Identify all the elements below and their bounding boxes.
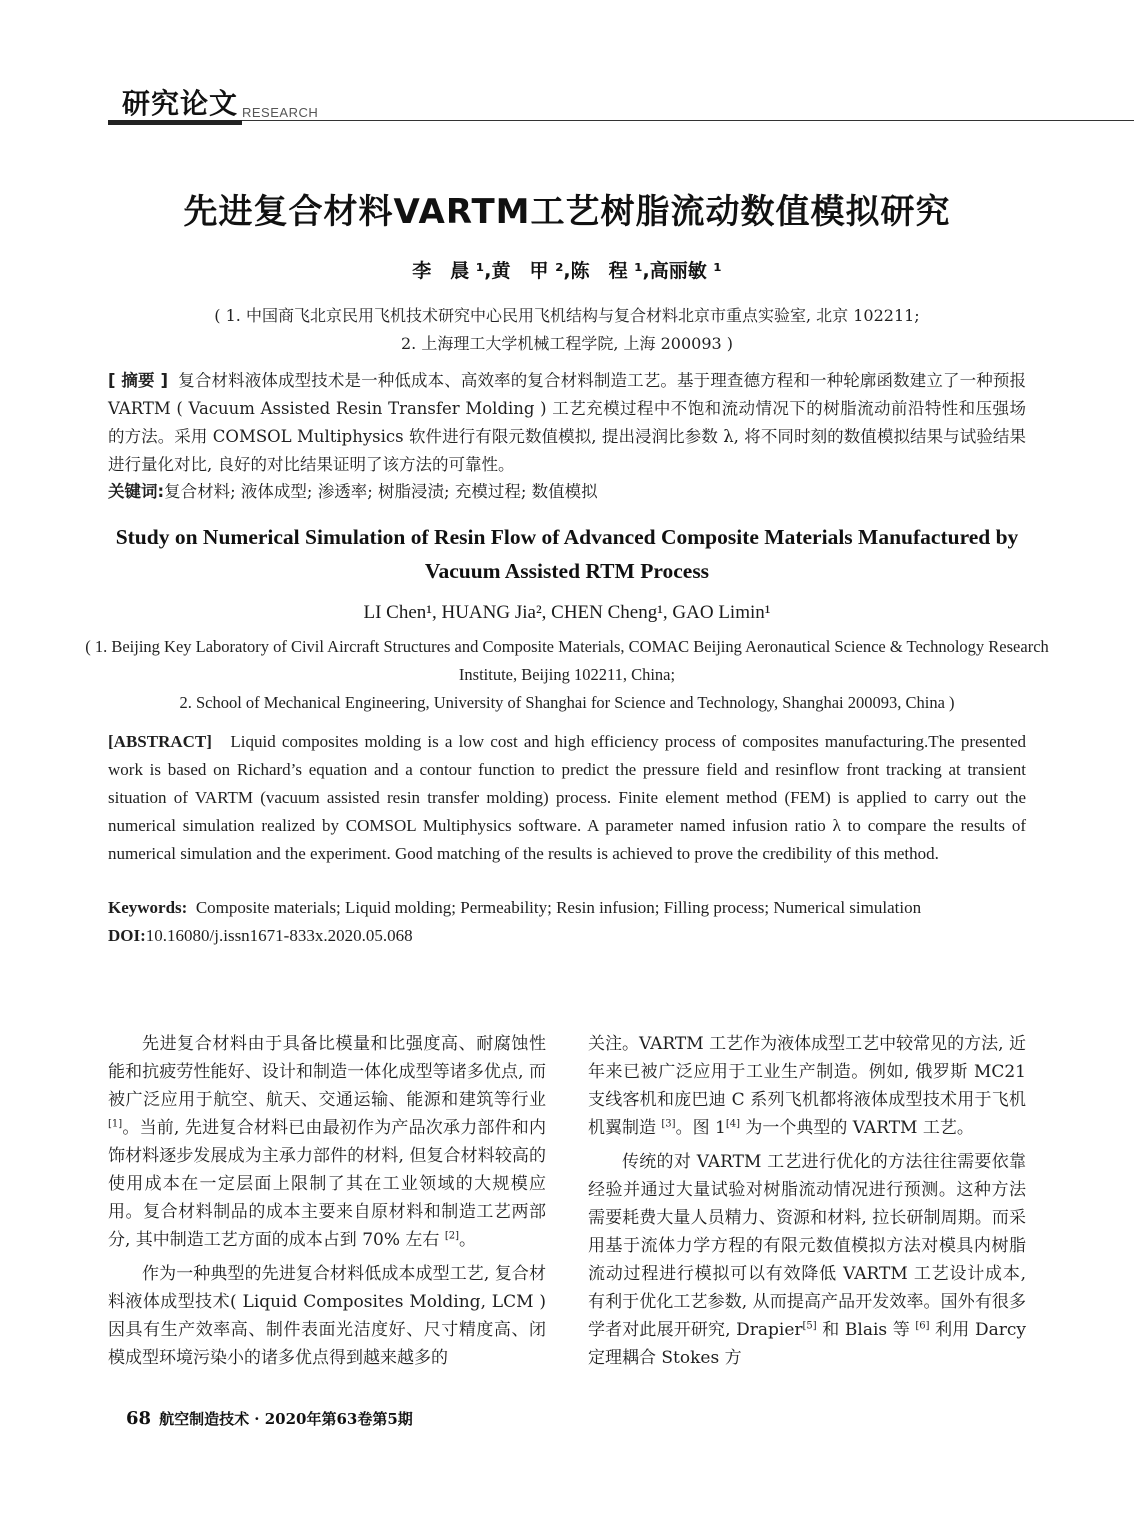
section-label-cn: 研究论文 [122, 87, 239, 120]
abstract-en [108, 728, 1026, 868]
section-header [108, 82, 1134, 126]
paper-title-cn: 先进复合材料VARTM工艺树脂流动数值模拟研究 [183, 192, 951, 232]
body-text: 先进复合材料由于具备比模量和比强度高、耐腐蚀性能和抗疲劳性能好、设计和制造一体化成型等诸多优点, 而被广泛应用于航空、航天、交通运输、能源和建筑等行业 [108, 1034, 546, 1110]
page-footer [126, 1408, 413, 1429]
section-rule [242, 120, 1134, 121]
page-number: 68 [126, 1408, 152, 1429]
affiliation-en-1: ( 1. Beijing Key Laboratory of Civil Aircraft Structures and Composite Materials, COMAC Beijing Aeronautical Science & Technology Research Institute, Beijing 102211, China; [85, 637, 1049, 684]
abstract-en-label: [ABSTRACT] [108, 732, 212, 751]
body-text: 。 [458, 1230, 476, 1250]
section-label-en: RESEARCH [242, 105, 319, 120]
body-column-left [108, 1030, 546, 1372]
body-text: 作为一种典型的先进复合材料低成本成型工艺, 复合材料液体成型技术( Liquid Composites Molding, LCM ) 因具有生产效率高、制件表面光洁度好、尺寸精度高、闭模成型环境污染小的诸多优点得到越来越多的 [108, 1264, 546, 1368]
body-text: 为一个典型的 VARTM 工艺。 [739, 1118, 974, 1138]
citation-ref[interactable]: [2] [444, 1230, 459, 1242]
keywords-cn-label: 关键词: [108, 482, 165, 501]
body-text: 和 Blais 等 [816, 1320, 916, 1340]
keywords-en-text: Composite materials; Liquid molding; Permeability; Resin infusion; Filling process; Numerical simulation [195, 898, 922, 917]
paper-title-en: Study on Numerical Simulation of Resin Flow of Advanced Composite Materials Manufactured by Vacuum Assisted RTM Process [115, 525, 1019, 583]
authors-en: LI Chen¹, HUANG Jia², CHEN Cheng¹, GAO Limin¹ [363, 602, 771, 623]
body-text: 利用 Darcy 定理耦合 Stokes 方 [588, 1320, 1026, 1368]
body-paragraph [108, 1260, 546, 1372]
section-bar [108, 120, 242, 125]
citation-ref[interactable]: [6] [915, 1320, 930, 1332]
body-paragraph [588, 1148, 1026, 1372]
doi-link[interactable]: 10.16080/j.issn1671-833x.2020.05.068 [145, 926, 413, 945]
citation-ref[interactable]: [5] [802, 1320, 817, 1332]
abstract-cn-label: [ 摘要 ] [108, 371, 169, 390]
body-paragraph [588, 1030, 1026, 1142]
abstract-cn-text: 复合材料液体成型技术是一种低成本、高效率的复合材料制造工艺。基于理查德方程和一种轮廓函数建立了一种预报 VARTM ( Vacuum Assisted Resin Transfer Molding ) 工艺充模过程中不饱和流动情况下的树脂流动前沿特性和压强场的方法。采用 COMSOL Multiphysics 软件进行有限元数值模拟, 提出浸润比参数 λ, 将不同时刻的数值模拟结果与试验结果进行量化对比, 良好的对比结果证明了该方法的可靠性。 [108, 371, 1026, 474]
affiliation-cn-2: 2. 上海理工大学机械工程学院, 上海 200093 ) [400, 334, 734, 353]
abstract-en-text: Liquid composites molding is a low cost and high efficiency process of composites manufacturing.The presented work is based on Richard’s equation and a contour function to predict the pressure field and resinflow front tracking at transient situation of VARTM (vacuum assisted resin transfer molding) process. Finite element method (FEM) is applied to carry out the numerical simulation realized by COMSOL Multiphysics software. A parameter named infusion ratio λ to compare the results of numerical simulation and the experiment. Good matching of the results is achieved to prove the credibility of this method. [108, 732, 1026, 863]
keywords-en [108, 894, 1026, 922]
body-text: 。当前, 先进复合材料已由最初作为产品次承力部件和内饰材料逐步发展成为主承力部件的材料, 但复合材料较高的使用成本在一定层面上限制了其在工业领域的大规模应用。复合材料制品的成本主要来自原材料和制造工艺两部分, 其中制造工艺方面的成本占到 70% 左右 [108, 1118, 546, 1250]
abstract-cn [108, 367, 1026, 479]
affiliation-cn-1: ( 1. 中国商飞北京民用飞机技术研究中心民用飞机结构与复合材料北京市重点实验室, 北京 102211; [214, 306, 920, 325]
body-text: 。图 1 [675, 1118, 726, 1138]
keywords-cn-text: 复合材料; 液体成型; 渗透率; 树脂浸渍; 充模过程; 数值模拟 [164, 482, 598, 501]
body-column-right [588, 1030, 1026, 1372]
keywords-cn [108, 478, 1026, 506]
doi-line [108, 922, 1026, 950]
affiliation-en-2: 2. School of Mechanical Engineering, University of Shanghai for Science and Technology, Shanghai 200093, China ) [179, 693, 955, 712]
citation-ref[interactable]: [1] [108, 1118, 123, 1130]
citation-ref[interactable]: [3] [661, 1118, 676, 1130]
body-paragraph [108, 1030, 546, 1254]
citation-ref[interactable]: [4] [725, 1118, 740, 1130]
keywords-en-label: Keywords: [108, 898, 188, 917]
doi-label: DOI: [108, 926, 146, 945]
body-text: 传统的对 VARTM 工艺进行优化的方法往往需要依靠经验并通过大量试验对树脂流动情况进行预测。这种方法需要耗费大量人员精力、资源和材料, 拉长研制周期。而采用基于流体力学方程的有限元数值模拟方法对模具内树脂流动过程进行模拟可以有效降低 VARTM 工艺设计成本, 有利于优化工艺参数, 从而提高产品开发效率。国外有很多学者对此展开研究, Drapier [588, 1152, 1026, 1340]
journal-info: 航空制造技术 · 2020年第63卷第5期 [159, 1410, 413, 1428]
body-text: 关注。VARTM 工艺作为液体成型工艺中较常见的方法, 近年来已被广泛应用于工业生产制造。例如, 俄罗斯 MC21 支线客机和庞巴迪 C 系列飞机都将液体成型技术用于飞机机翼制造 [588, 1034, 1026, 1138]
authors-cn: 李 晨 ¹,黄 甲 ²,陈 程 ¹,高丽敏 ¹ [412, 260, 722, 282]
